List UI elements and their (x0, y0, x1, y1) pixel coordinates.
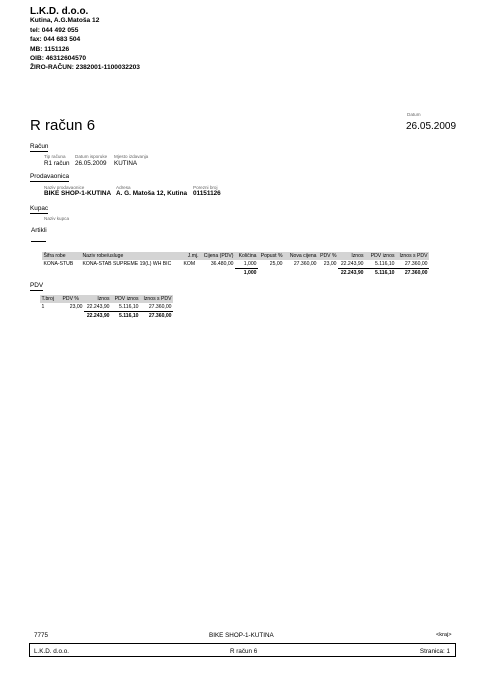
company-ziro-racun: ŽIRO-RAČUN: 2382001-1100032203 (30, 64, 140, 72)
cell-kolicina: 1,000 (243, 261, 257, 267)
document-title: R račun 6 (30, 117, 96, 134)
adresa-label: Adresa (116, 184, 131, 190)
cell-pdv-iznos: 5.116,10 (119, 304, 139, 310)
naziv-prodavaonice-value: BIKE SHOP-1-KUTINA (44, 190, 112, 197)
total-pdv-iznos: 5.116,10 (365, 269, 396, 278)
section-artikli: Artikli (31, 227, 47, 234)
pdv-total-pdv-iznos: 5.116,10 (111, 312, 140, 321)
document-date: 26.05.2009 (406, 121, 457, 132)
artikli-header-row (42, 252, 429, 260)
footer-box (29, 643, 456, 657)
date-label: Datum (407, 112, 421, 117)
total-iznos: 22.243,90 (338, 269, 365, 278)
company-header (30, 7, 140, 73)
col-iznos-s-pdv: Iznos s PDV (140, 295, 173, 303)
cell-cijena: 36.480,00 (210, 261, 234, 268)
pdv-totals-row (40, 312, 173, 321)
tip-racuna-label: Tip računa (44, 154, 66, 159)
artikli-table (42, 252, 429, 277)
mjesto-izdavanja-label: Mjesto izdavanja (114, 154, 149, 159)
footer-code: 7775 (34, 632, 49, 639)
total-kolicina: 1,000 (235, 269, 258, 278)
company-address: Kutina, A.G.Matoša 12 (30, 17, 100, 25)
pdv-header-row (40, 295, 173, 303)
cell-iznos: 22.243,90 (86, 304, 110, 310)
col-iznos-s-pdv: Iznos s PDV (396, 252, 429, 260)
artikli-underline (31, 241, 46, 242)
porezni-broj-value: 01151126 (193, 190, 221, 197)
cell-nova-cijena: 27.360,00 (293, 261, 317, 268)
cell-iznos-s-pdv: 27.360,00 (404, 261, 428, 267)
col-pdv-posto: PDV % (318, 252, 338, 260)
col-iznos: Iznos (84, 295, 111, 303)
section-kupac: Kupac (30, 205, 49, 212)
pdv-total-iznos: 22.243,90 (84, 312, 111, 321)
col-iznos: Iznos (338, 252, 365, 260)
section-prodavaonica: Prodavaonica (30, 173, 70, 180)
datum-isporuke-label: Datum isporuke (75, 154, 108, 159)
cell-iznos-s-pdv: 27.360,00 (148, 304, 172, 310)
mjesto-izdavanja-value: KUTINA (114, 159, 138, 167)
col-pdv-posto: PDV % (61, 295, 84, 303)
col-cijena: Cijena (PDV) (200, 252, 235, 260)
cell-iznos: 22.243,90 (340, 261, 364, 267)
footer-shop: BIKE SHOP-1-KUTINA (209, 632, 274, 639)
cell-pdv-iznos: 5.116,10 (375, 261, 395, 267)
total-iznos-s-pdv: 27.360,00 (396, 269, 429, 278)
section-pdv: PDV (30, 282, 44, 289)
section-racun: Račun (30, 143, 49, 150)
col-nova-cijena: Nova cijena (284, 252, 318, 260)
col-naziv-robe: Naziv robe/usluge (81, 252, 182, 260)
cell-jmj: KOM (183, 261, 196, 268)
cell-naziv: KONA-STAB SUPREME 19(L) WH BIC (82, 261, 172, 268)
col-pdv-iznos: PDV iznos (111, 295, 140, 303)
company-fax: fax: 044 683 504 (30, 36, 81, 44)
col-kolicina: Količina (235, 252, 258, 260)
cell-pdv-posto: 23,00 (69, 304, 83, 311)
cell-popust: 25,00 (269, 261, 283, 268)
table-row (40, 303, 173, 312)
cell-sifra: KONA-STUB (43, 261, 74, 268)
cell-tbroj: 1 (41, 304, 45, 311)
company-tel: tel: 044 492 055 (30, 26, 79, 34)
footer-end-tag: <kraj> (436, 632, 452, 638)
col-popust: Popust % (258, 252, 284, 260)
naziv-prodavaonice-label: Naziv prodavaonice (44, 184, 85, 190)
adresa-value: A. G. Matoša 12, Kutina (116, 190, 188, 197)
company-mb: MB: 1151126 (30, 45, 70, 53)
footer-page-number: Stranica: 1 (419, 647, 450, 655)
pdv-table (40, 295, 173, 320)
datum-isporuke-value: 26.05.2009 (75, 159, 107, 167)
cell-pdv-posto: 23,00 (323, 261, 337, 268)
pdv-total-iznos-s-pdv: 27.360,00 (140, 312, 173, 321)
naziv-kupca-label: Naziv kupca (44, 216, 70, 221)
col-jmj: J.mj. (182, 252, 200, 260)
col-tbroj: T.broj (40, 295, 61, 303)
artikli-totals-row (42, 269, 429, 278)
footer-company: L.K.D. d.o.o. (34, 647, 70, 655)
porezni-broj-label: Porezni broj (193, 184, 218, 190)
table-row (42, 260, 429, 269)
company-name: L.K.D. d.o.o. (30, 6, 89, 17)
col-sifra-robe: Šifra robe (42, 252, 81, 260)
col-pdv-iznos: PDV iznos (365, 252, 396, 260)
tip-racuna-value: R1 račun (44, 159, 70, 167)
company-oib: OIB: 46312604570 (30, 55, 87, 63)
footer-document: R račun 6 (230, 647, 258, 655)
